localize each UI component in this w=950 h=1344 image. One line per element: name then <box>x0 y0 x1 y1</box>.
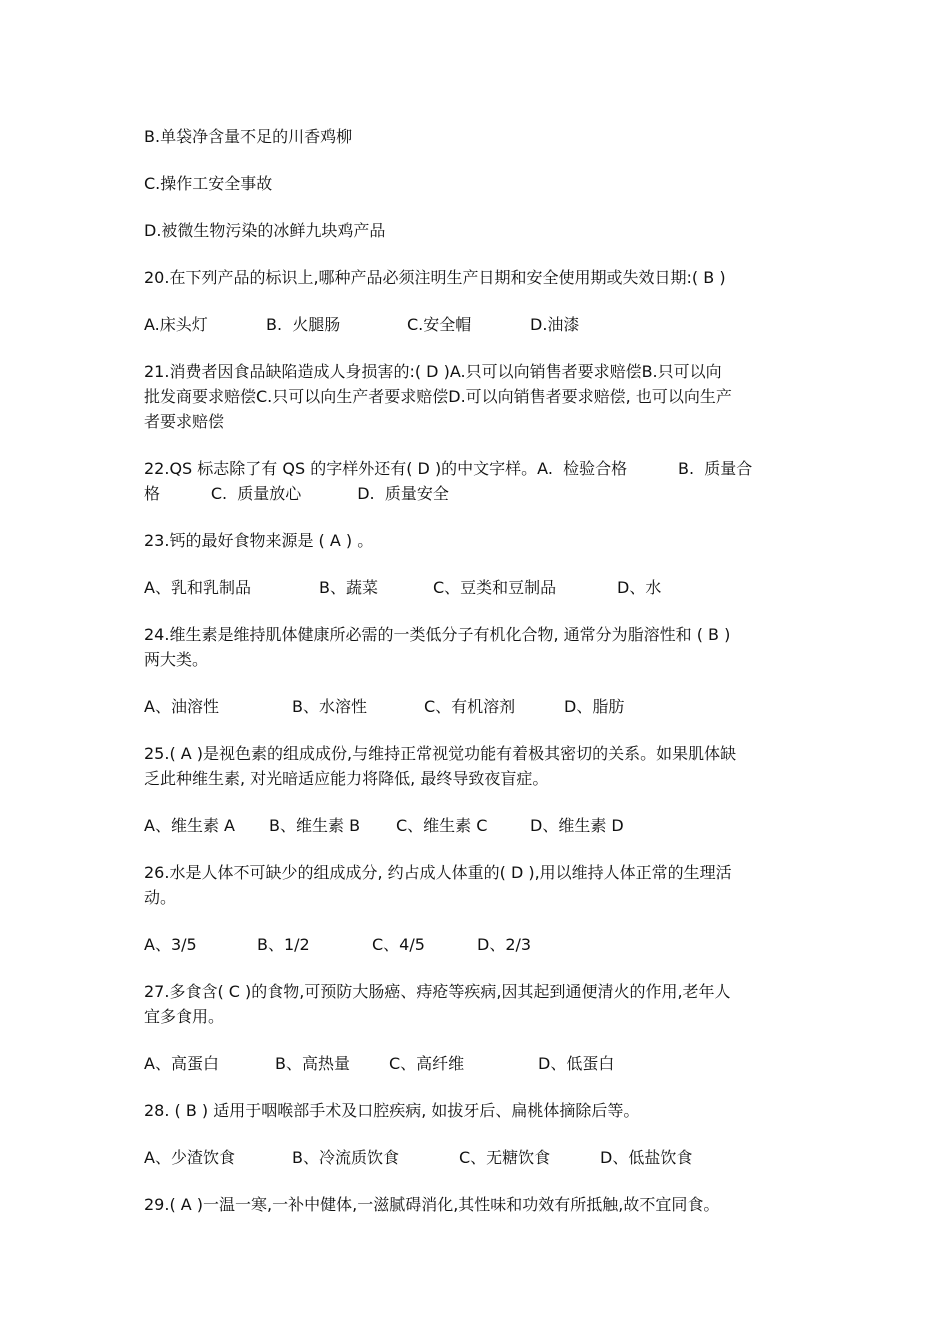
option-c: C、高纤维 <box>389 1054 465 1073</box>
option-c: C、有机溶剂 <box>424 697 516 716</box>
option-c: C.安全帽 <box>407 315 472 334</box>
option-b: B、1/2 <box>257 935 310 954</box>
option-a: A、维生素 A <box>144 816 235 835</box>
option-d: D、低蛋白 <box>538 1054 615 1073</box>
option-b: B、蔬菜 <box>319 578 378 597</box>
option-d: D、维生素 D <box>530 816 624 835</box>
question-21-line-3: 者要求赔偿 <box>144 412 225 431</box>
option-d: D、2/3 <box>477 935 532 954</box>
option-c: C、维生素 C <box>396 816 488 835</box>
option-a: A、3/5 <box>144 935 197 954</box>
question-21-line-1: 21.消费者因食品缺陷造成人身损害的:( D )A.只可以向销售者要求赔偿B.只可以向 <box>144 362 722 381</box>
question-19-option-c: C.操作工安全事故 <box>144 174 273 193</box>
question-24-options <box>144 694 824 719</box>
question-26-line-1: 26.水是人体不可缺少的组成成分, 约占成人体重的( D ),用以维持人体正常的生理活 <box>144 863 732 882</box>
question-24-line-1: 24.维生素是维持肌体健康所必需的一类低分子有机化合物, 通常分为脂溶性和 ( B ) <box>144 625 731 644</box>
question-23-options <box>144 575 824 600</box>
option-a: A、乳和乳制品 <box>144 578 251 597</box>
question-19-option-d: D.被微生物污染的冰鲜九块鸡产品 <box>144 221 386 240</box>
question-28-options <box>144 1145 824 1170</box>
question-22-line-1: 22.QS 标志除了有 QS 的字样外还有( D )的中文字样。A. 检验合格 B. 质量合 <box>144 459 753 478</box>
question-22-line-2: 格 C. 质量放心 D. 质量安全 <box>144 484 449 503</box>
question-23: 23.钙的最好食物来源是 ( A ) 。 <box>144 531 374 550</box>
option-c: C、无糖饮食 <box>459 1148 551 1167</box>
question-25-line-2: 乏此种维生素, 对光暗适应能力将降低, 最终导致夜盲症。 <box>144 769 549 788</box>
question-20-options <box>144 312 824 337</box>
option-b: B、水溶性 <box>292 697 367 716</box>
question-27-line-2: 宜多食用。 <box>144 1007 225 1026</box>
question-24-line-2: 两大类。 <box>144 650 209 669</box>
option-a: A、少渣饮食 <box>144 1148 235 1167</box>
option-d: D、水 <box>617 578 662 597</box>
option-d: D、低盐饮食 <box>600 1148 693 1167</box>
question-27-options <box>144 1051 824 1076</box>
option-d: D、脂肪 <box>564 697 625 716</box>
option-b: B、高热量 <box>275 1054 350 1073</box>
question-25-options <box>144 813 824 838</box>
option-b: B、冷流质饮食 <box>292 1148 399 1167</box>
question-26-options <box>144 932 824 957</box>
question-27-line-1: 27.多食含( C )的食物,可预防大肠癌、痔疮等疾病,因其起到通便清火的作用,老年人 <box>144 982 731 1001</box>
option-b: B、维生素 B <box>269 816 361 835</box>
question-20: 20.在下列产品的标识上,哪种产品必须注明生产日期和安全使用期或失效日期:( B ) <box>144 268 726 287</box>
option-a: A.床头灯 <box>144 315 208 334</box>
question-21-line-2: 批发商要求赔偿C.只可以向生产者要求赔偿D.可以向销售者要求赔偿, 也可以向生产 <box>144 387 732 406</box>
option-a: A、油溶性 <box>144 697 219 716</box>
option-b: B. 火腿肠 <box>266 315 341 334</box>
question-25-line-1: 25.( A )是视色素的组成成份,与维持正常视觉功能有着极其密切的关系。如果肌体缺 <box>144 744 737 763</box>
question-26-line-2: 动。 <box>144 888 177 907</box>
option-d: D.油漆 <box>530 315 580 334</box>
option-a: A、高蛋白 <box>144 1054 219 1073</box>
question-28: 28. ( B ) 适用于咽喉部手术及口腔疾病, 如拔牙后、扁桃体摘除后等。 <box>144 1101 640 1120</box>
option-c: C、4/5 <box>372 935 425 954</box>
option-c: C、豆类和豆制品 <box>433 578 557 597</box>
question-19-option-b: B.单袋净含量不足的川香鸡柳 <box>144 127 353 146</box>
question-29: 29.( A )一温一寒,一补中健体,一滋腻碍消化,其性味和功效有所抵触,故不宜同食。 <box>144 1195 720 1214</box>
